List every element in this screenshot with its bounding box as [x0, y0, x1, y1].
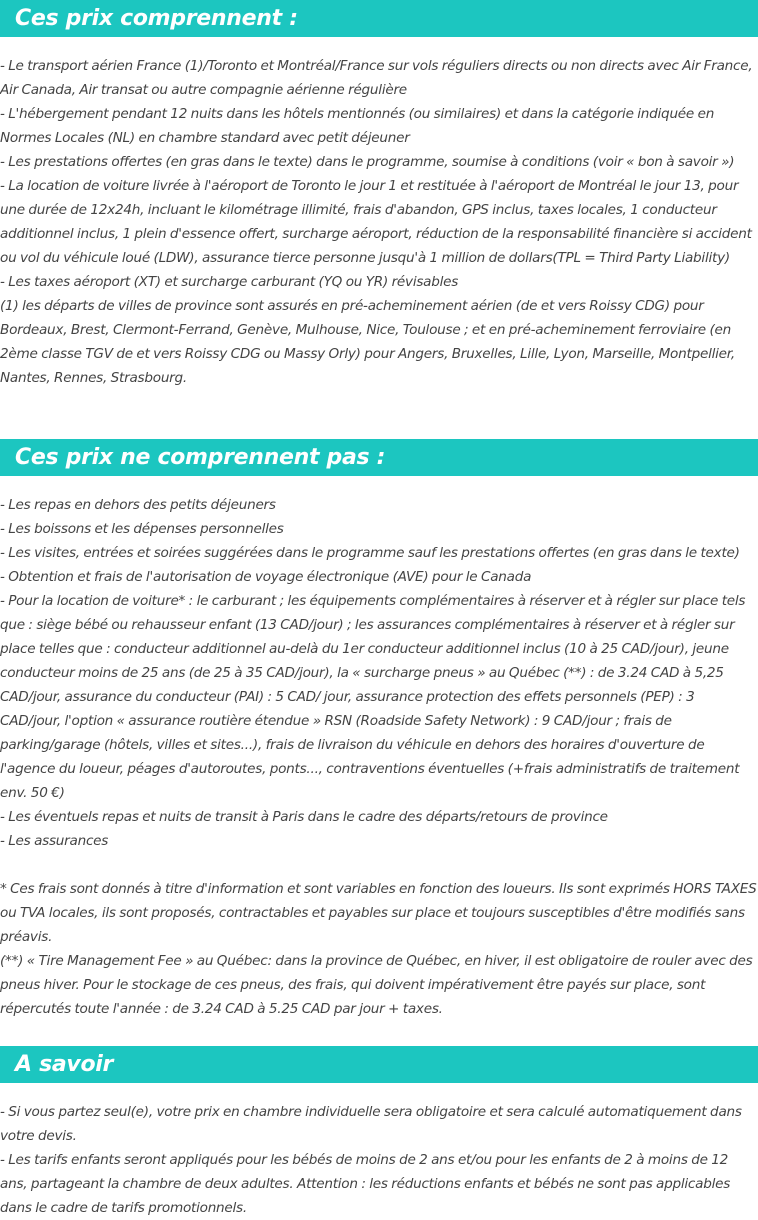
list-item: - La location de voiture livrée à l'aéroport de Toronto le jour 1 et restituée à l'aéroport de Montréal le jour 13, pour une durée de 12x24h, incluant le kilométrage illimité, frais d'abandon, GPS inclus, taxes locales, 1 conducteur additionnel inclus, 1 plein d'essence offert, surcharge aéroport, réduction de la responsabilité financière si accident ou vol du véhicule loué (LDW), assurance tierce personne jusqu'à 1 million de dollars(TPL = Third Party Liability) [0, 178, 752, 266]
car-rental-notes [0, 877, 758, 1021]
footnote-fees: * Ces frais sont donnés à titre d'information et sont variables en fonction des loueurs. Ils sont exprimés HORS TAXES ou TVA locales, ils sont proposés, contractables et payables sur place et toujours susceptibles d'être modifiés sans préavis. [0, 881, 757, 945]
list-item: - Pour la location de voiture* : le carburant ; les équipements complémentaires à réserver et à régler sur place tels que : siège bébé ou rehausseur enfant (13 CAD/jour) ; les assurances complémentaires à réserver et à régler sur place telles que : conducteur additionnel au-delà du 1er conducteur additionnel inclus (10 à 25 CAD/jour), jeune conducteur moins de 25 ans (de 25 à 35 CAD/jour), la « surcharge pneus » au Québec (**) : de 3.24 CAD à 5,25 CAD/jour, assurance du conducteur (PAI) : 5 CAD/ jour, assurance protection des effets personnels (PEP) : 3 CAD/jour, l'option « assurance routière étendue » RSN (Roadside Safety Network) : 9 CAD/jour ; frais de parking/garage (hôtels, villes et sites...), frais de livraison du véhicule en dehors des horaires d'ouverture de l'agence du loueur, péages d'autoroutes, ponts..., contraventions éventuelles (+frais administratifs de traitement env. 50 €) [0, 593, 746, 801]
list-item: - Les prestations offertes (en gras dans le texte) dans le programme, soumise à conditions (voir « bon à savoir ») [0, 154, 735, 170]
list-item: - Les taxes aéroport (XT) et surcharge carburant (YQ ou YR) révisables [0, 274, 459, 290]
good-to-know-list [0, 1100, 758, 1220]
section-title-not-included: Ces prix ne comprennent pas : [0, 439, 758, 476]
list-item: - Les boissons et les dépenses personnelles [0, 521, 284, 537]
list-item: - Le transport aérien France (1)/Toronto et Montréal/France sur vols réguliers directs ou non directs avec Air France, Air Canada, Air transat ou autre compagnie aérienne régulière [0, 58, 753, 98]
list-item: - Les repas en dehors des petits déjeuners [0, 497, 276, 513]
section-title-included: Ces prix comprennent : [0, 0, 758, 37]
list-item: - Les assurances [0, 833, 109, 849]
included-list [0, 54, 758, 390]
list-item: - Si vous partez seul(e), votre prix en chambre individuelle sera obligatoire et sera calculé automatiquement dans votre devis. [0, 1104, 742, 1144]
list-item: - Obtention et frais de l'autorisation de voyage électronique (AVE) pour le Canada [0, 569, 532, 585]
list-item: - Les visites, entrées et soirées suggérées dans le programme sauf les prestations offertes (en gras dans le texte) [0, 545, 740, 561]
footnote-tire-fee: (**) « Tire Management Fee » au Québec: dans la province de Québec, en hiver, il est obligatoire de rouler avec des pneus hiver. Pour le stockage de ces pneus, des frais, qui doivent impérativement être payés sur place, sont répercutés toute l'année : de 3.24 CAD à 5.25 CAD par jour + taxes. [0, 953, 753, 1017]
list-item: - Les éventuels repas et nuits de transit à Paris dans le cadre des départs/retours de province [0, 809, 608, 825]
list-item: - Les tarifs enfants seront appliqués pour les bébés de moins de 2 ans et/ou pour les enfants de 2 à moins de 12 ans, partageant la chambre de deux adultes. Attention : les réductions enfants et bébés ne sont pas applicables dans le cadre de tarifs promotionnels. [0, 1152, 731, 1216]
not-included-list [0, 493, 758, 853]
footnote-departures: (1) les départs de villes de province sont assurés en pré-acheminement aérien (de et vers Roissy CDG) pour Bordeaux, Brest, Clermont-Ferrand, Genève, Mulhouse, Nice, Toulouse ; et en pré-acheminement ferroviaire (en 2ème classe TGV de et vers Roissy CDG ou Massy Orly) pour Angers, Bruxelles, Lille, Lyon, Marseille, Montpellier, Nantes, Rennes, Strasbourg. [0, 298, 735, 386]
section-title-good-to-know: A savoir [0, 1046, 758, 1083]
list-item: - L'hébergement pendant 12 nuits dans les hôtels mentionnés (ou similaires) et dans la catégorie indiquée en Normes Locales (NL) en chambre standard avec petit déjeuner [0, 106, 715, 146]
